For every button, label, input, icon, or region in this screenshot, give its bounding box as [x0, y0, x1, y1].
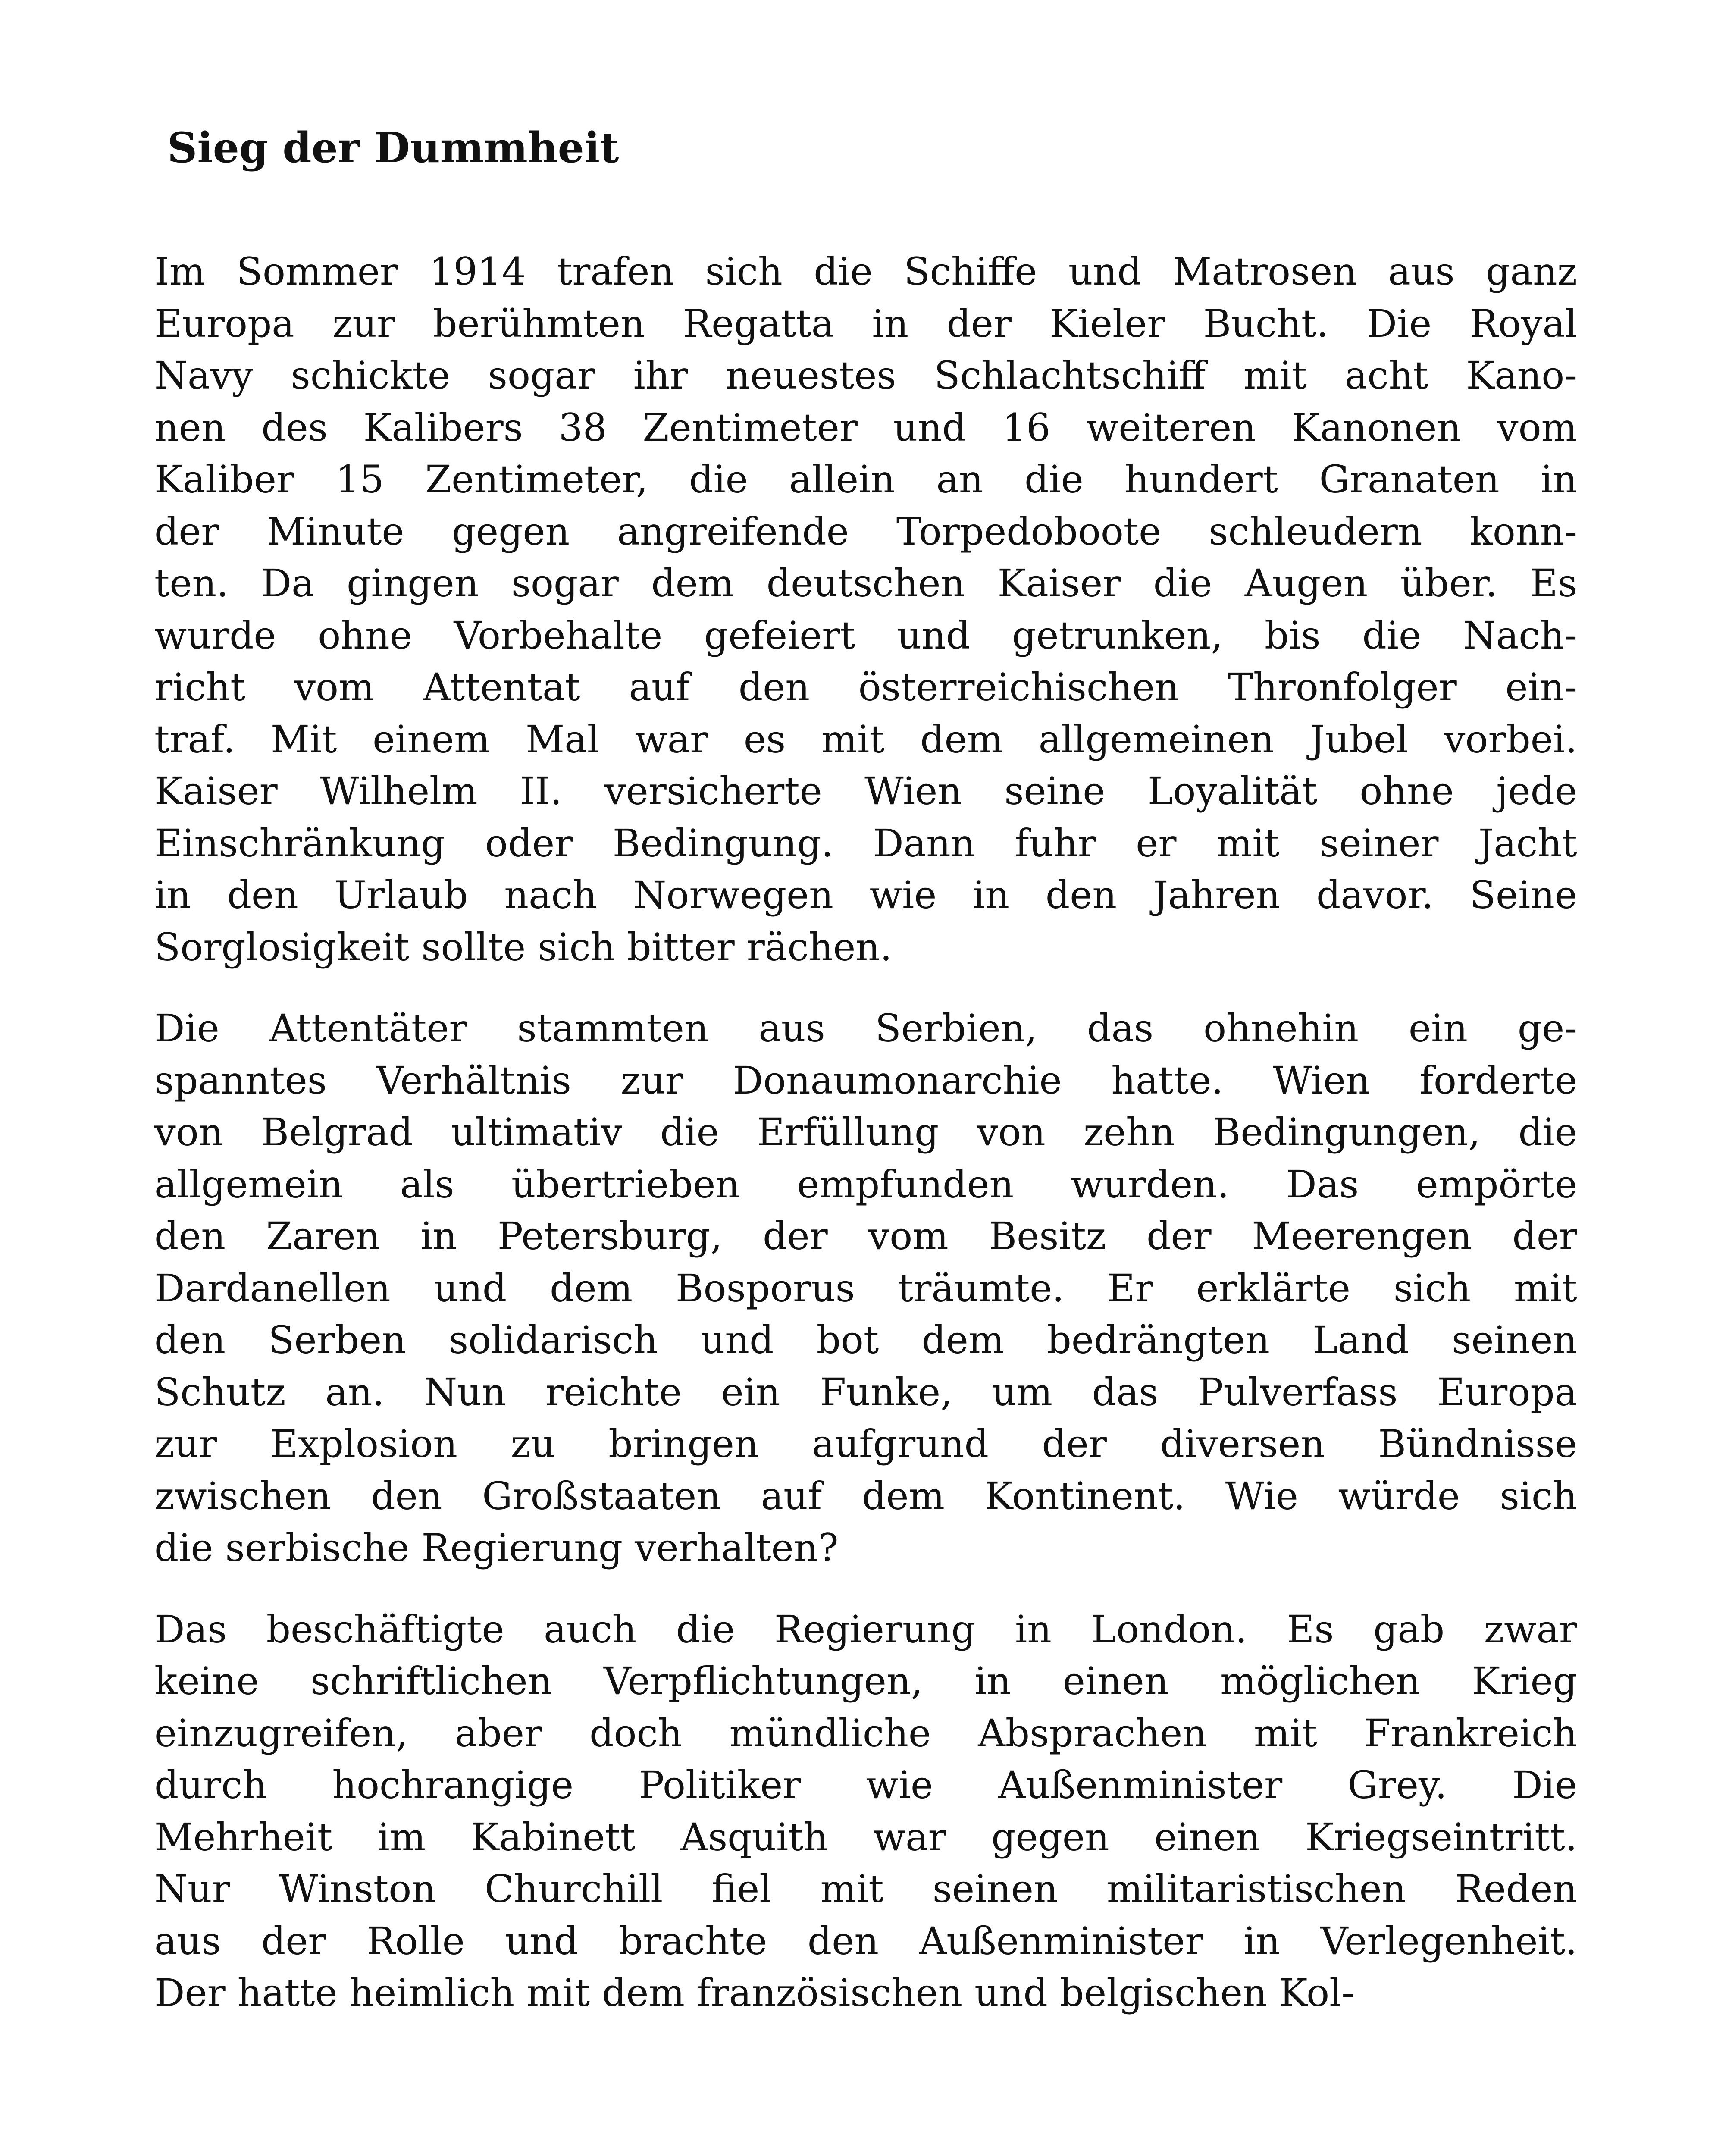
text-line: der Minute gegen angreifende Torpedoboote schleudern konn-: [154, 509, 1577, 554]
text-line: in den Urlaub nach Norwegen wie in den Jahren davor. Seine: [154, 873, 1577, 917]
text-line: keine schriftlichen Verpflichtungen, in einen möglichen Krieg: [154, 1659, 1577, 1703]
text-line: von Belgrad ultimativ die Erfüllung von zehn Bedingungen, die: [154, 1110, 1577, 1154]
text-line: aus der Rolle und brachte den Außenminister in Verlegenheit.: [154, 1918, 1577, 1963]
text-line: traf. Mit einem Mal war es mit dem allgemeinen Jubel vorbei.: [154, 717, 1577, 761]
text-line: Navy schickte sogar ihr neuestes Schlachtschiff mit acht Kano-: [154, 353, 1577, 398]
text-line: nen des Kalibers 38 Zentimeter und 16 weiteren Kanonen vom: [154, 405, 1577, 450]
text-line: ten. Da gingen sogar dem deutschen Kaiser die Augen über. Es: [154, 561, 1577, 605]
text-line: durch hochrangige Politiker wie Außenminister Grey. Die: [154, 1763, 1577, 1807]
text-line: Dardanellen und dem Bosporus träumte. Er erklärte sich mit: [154, 1266, 1577, 1310]
paragraph: [154, 246, 1577, 973]
body-text: [154, 246, 1577, 2049]
chapter-title: Sieg der Dummheit: [167, 123, 619, 172]
text-line: Sorglosigkeit sollte sich bitter rächen.: [154, 924, 892, 969]
text-line: Das beschäftigte auch die Regierung in London. Es gab zwar: [154, 1607, 1577, 1651]
text-line: richt vom Attentat auf den österreichischen Thronfolger ein-: [154, 665, 1577, 709]
text-line: den Zaren in Petersburg, der vom Besitz der Meerengen der: [154, 1214, 1577, 1258]
text-line: Die Attentäter stammten aus Serbien, das ohnehin ein ge-: [154, 1006, 1577, 1050]
text-line: allgemein als übertrieben empfunden wurden. Das empörte: [154, 1162, 1577, 1206]
text-line: wurde ohne Vorbehalte gefeiert und getrunken, bis die Nach-: [154, 613, 1577, 658]
text-line: zwischen den Großstaaten auf dem Kontinent. Wie würde sich: [154, 1473, 1577, 1518]
text-line: Einschränkung oder Bedingung. Dann fuhr er mit seiner Jacht: [154, 821, 1577, 865]
text-line: Kaiser Wilhelm II. versicherte Wien seine Loyalität ohne jede: [154, 769, 1577, 813]
text-line: Nur Winston Churchill fiel mit seinen militaristischen Reden: [154, 1867, 1577, 1911]
text-line: die serbische Regierung verhalten?: [154, 1526, 839, 1570]
text-line: einzugreifen, aber doch mündliche Absprachen mit Frankreich: [154, 1711, 1577, 1755]
text-line: Europa zur berühmten Regatta in der Kieler Bucht. Die Royal: [154, 301, 1577, 346]
text-line: den Serben solidarisch und bot dem bedrängten Land seinen: [154, 1318, 1577, 1362]
text-line: spanntes Verhältnis zur Donaumonarchie hatte. Wien forderte: [154, 1058, 1577, 1103]
text-line: Kaliber 15 Zentimeter, die allein an die hundert Granaten in: [154, 457, 1577, 501]
text-line: Mehrheit im Kabinett Asquith war gegen einen Kriegseintritt.: [154, 1814, 1577, 1859]
paragraph: [154, 1604, 1577, 2019]
text-line: Der hatte heimlich mit dem französischen und belgischen Kol-: [154, 1971, 1354, 2015]
paragraph: [154, 1003, 1577, 1574]
text-line: zur Explosion zu bringen aufgrund der diversen Bündnisse: [154, 1422, 1577, 1466]
text-line: Schutz an. Nun reichte ein Funke, um das Pulverfass Europa: [154, 1369, 1577, 1414]
text-line: Im Sommer 1914 trafen sich die Schiffe und Matrosen aus ganz: [154, 249, 1577, 294]
